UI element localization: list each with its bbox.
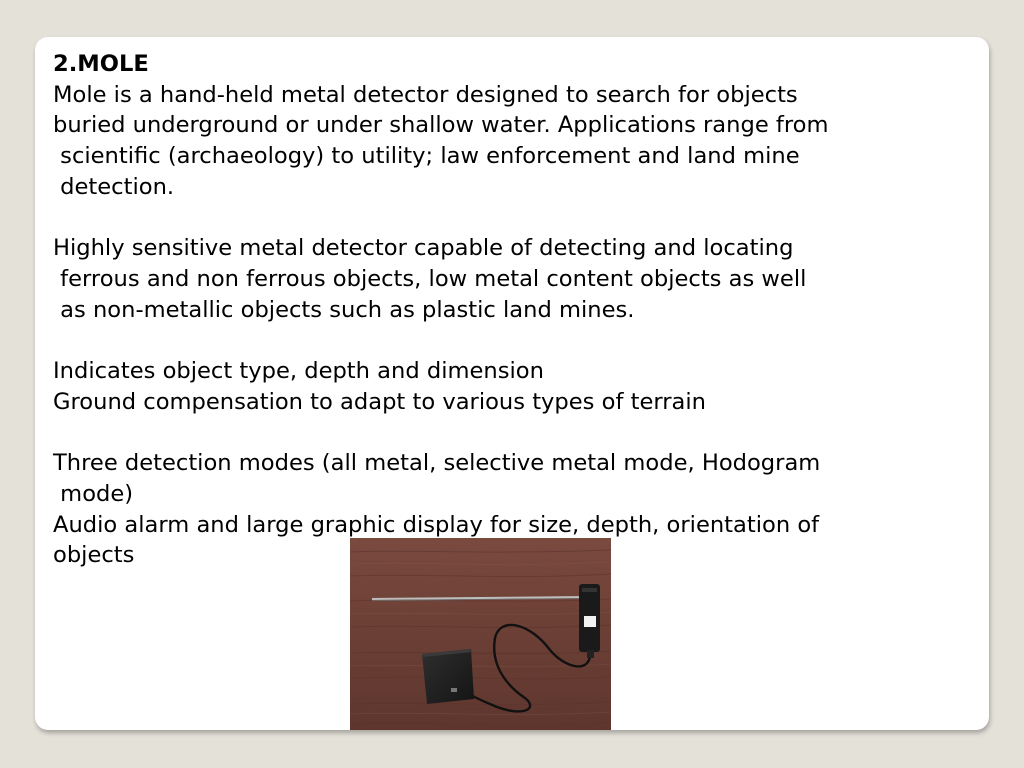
- text-line: Mole is a hand-held metal detector designed to search for objects: [53, 81, 798, 108]
- text-line: buried underground or under shallow water. Applications range from: [53, 112, 829, 139]
- slide-text-body: [53, 49, 973, 571]
- wood-surface: [350, 538, 611, 730]
- text-line: as non-metallic objects such as plastic land mines.: [53, 296, 635, 323]
- text-line: Highly sensitive metal detector capable of detecting and locating: [53, 235, 794, 262]
- text-line: Three detection modes (all metal, selective metal mode, Hodogram: [53, 450, 821, 477]
- text-line: ferrous and non ferrous objects, low metal content objects as well: [53, 265, 807, 292]
- text-line: scientific (archaeology) to utility; law enforcement and land mine: [53, 143, 800, 170]
- text-line: Ground compensation to adapt to various types of terrain: [53, 388, 706, 415]
- blank-line: [53, 417, 973, 448]
- control-box: [422, 649, 474, 704]
- text-line: Indicates object type, depth and dimension: [53, 358, 544, 384]
- blank-line: [53, 203, 973, 234]
- text-line: objects: [53, 542, 135, 569]
- metal-detector-photo: [350, 538, 611, 730]
- text-line: mode): [53, 480, 134, 507]
- text-line: Audio alarm and large graphic display for size, depth, orientation of: [53, 511, 820, 538]
- slide-card: [35, 37, 989, 730]
- blank-line: [53, 325, 973, 356]
- slide-heading: 2.MOLE: [53, 51, 149, 77]
- text-line: detection.: [53, 173, 175, 200]
